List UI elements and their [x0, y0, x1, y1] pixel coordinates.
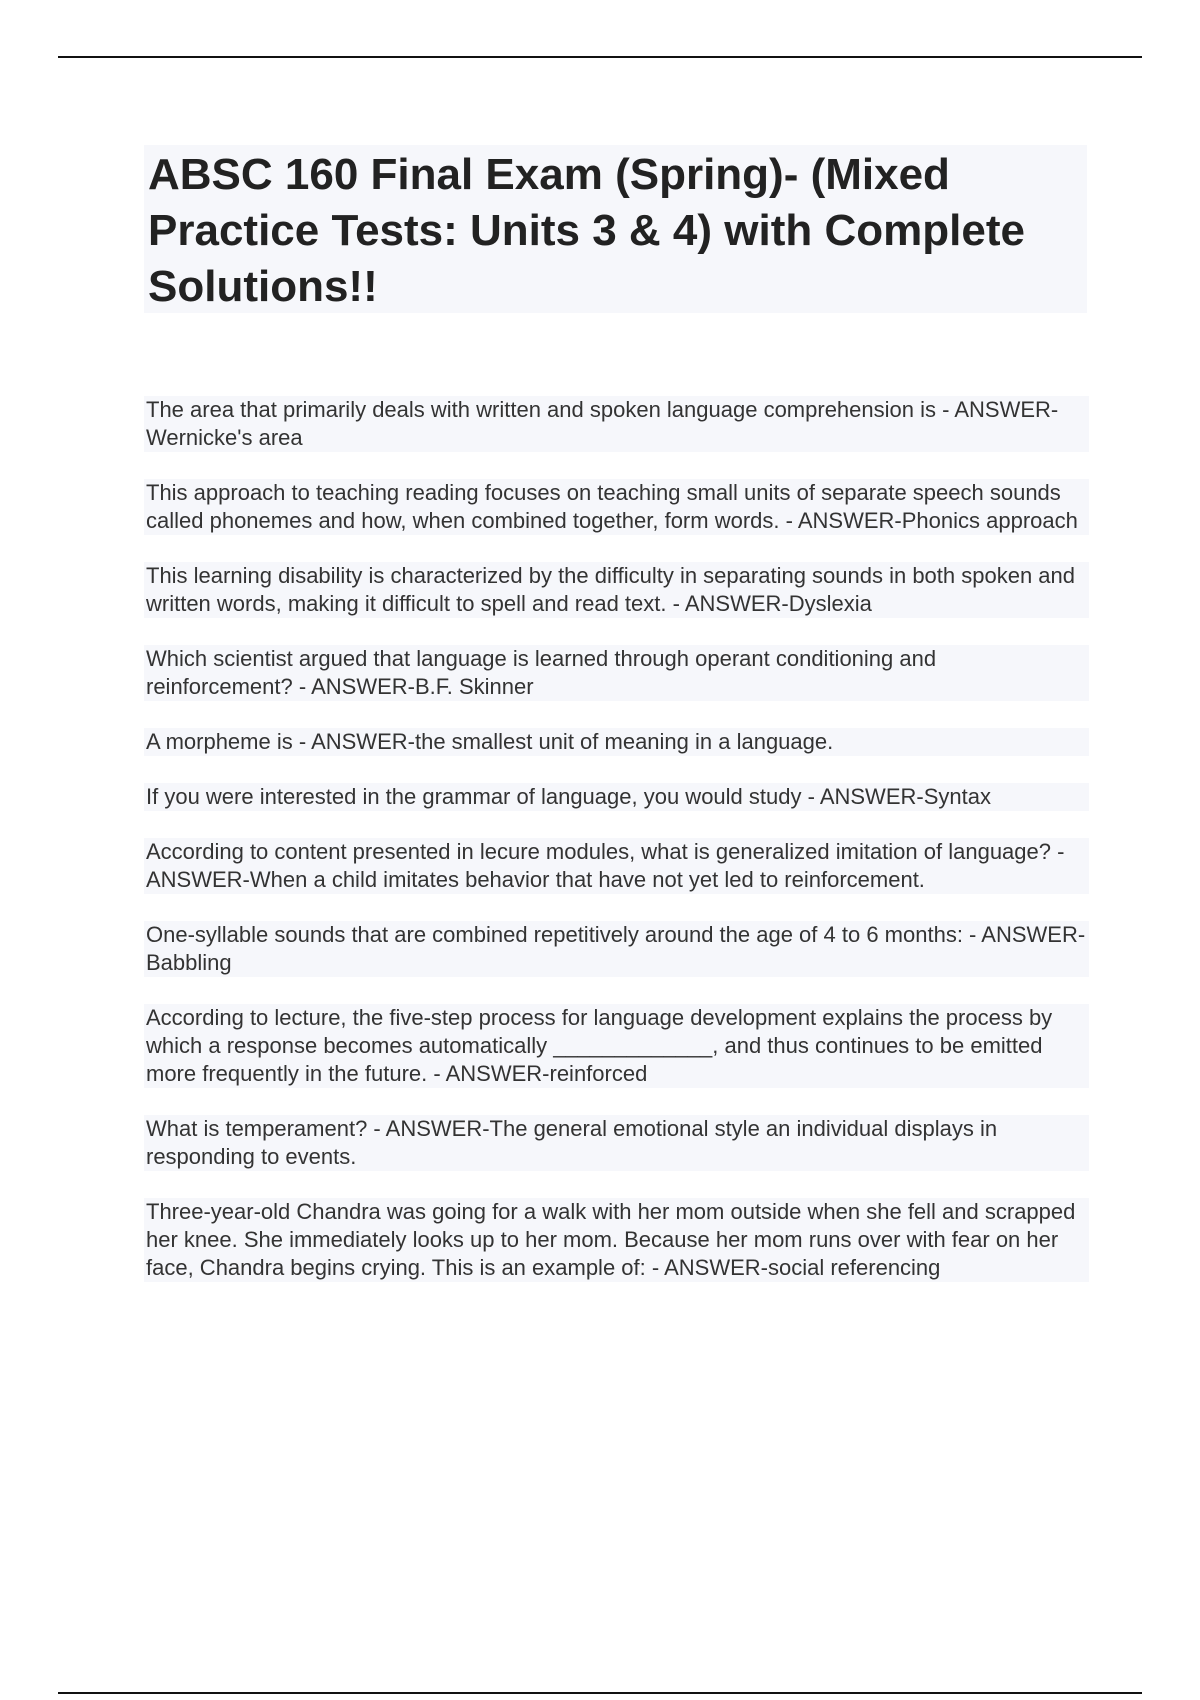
answer-separator: - ANSWER- — [427, 1061, 550, 1086]
qa-item — [144, 783, 1089, 811]
question-text: If you were interested in the grammar of language, you would study — [146, 784, 802, 809]
answer-separator: - ANSWER- — [801, 784, 924, 809]
answer-separator: - ANSWER- — [936, 397, 1059, 422]
qa-item — [144, 1115, 1089, 1171]
qa-item — [144, 728, 1089, 756]
question-text: One-syllable sounds that are combined repetitively around the age of 4 to 6 months: — [146, 922, 963, 947]
document-title: ABSC 160 Final Exam (Spring)- (Mixed Practice Tests: Units 3 & 4) with Complete Solutions!! — [148, 150, 1025, 311]
title-block — [144, 145, 1087, 313]
answer-separator: - ANSWER- — [292, 729, 415, 754]
question-text: What is temperament? — [146, 1116, 368, 1141]
answer-text: social referencing — [767, 1255, 941, 1280]
question-text: According to lecture, the five-step process for language development explains the process by which a response becomes automatically _____________, and thus continues to be emitted more frequently in the future. — [146, 1005, 1053, 1086]
answer-separator: - ANSWER- — [962, 922, 1086, 947]
qa-item — [144, 1004, 1089, 1088]
answer-text: When a child imitates behavior that have not yet led to reinforcement. — [249, 867, 925, 892]
qa-item — [144, 1198, 1089, 1282]
answer-text: B.F. Skinner — [414, 674, 534, 699]
answer-separator: - ANSWER- — [645, 1255, 768, 1280]
answer-separator: - ANSWER- — [146, 839, 1065, 892]
qa-list — [144, 396, 1089, 1309]
answer-separator: - ANSWER- — [367, 1116, 490, 1141]
qa-item — [144, 562, 1089, 618]
qa-item — [144, 921, 1089, 977]
answer-text: The general emotional style an individual displays in responding to events. — [146, 1116, 998, 1169]
question-text: A morpheme is — [146, 729, 293, 754]
answer-text: Babbling — [146, 950, 232, 975]
question-text: Three-year-old Chandra was going for a walk with her mom outside when she fell and scrapped her knee. She immediately looks up to her mom. Because her mom runs over with fear on her face, Chandra begins crying. This is an example of: — [146, 1199, 1076, 1280]
question-text: Which scientist argued that language is learned through operant conditioning and reinforcement? — [146, 646, 937, 699]
question-text: This learning disability is characterized by the difficulty in separating sounds in both spoken and written words, making it difficult to spell and read text. — [146, 563, 1076, 616]
qa-item — [144, 838, 1089, 894]
answer-separator: - ANSWER- — [666, 591, 789, 616]
answer-separator: - ANSWER- — [779, 508, 902, 533]
qa-item — [144, 645, 1089, 701]
bottom-divider — [58, 1692, 1142, 1694]
question-text: According to content presented in lecure modules, what is generalized imitation of language? — [146, 839, 1051, 864]
answer-text: reinforced — [549, 1061, 648, 1086]
answer-text: Syntax — [923, 784, 991, 809]
answer-text: Phonics approach — [901, 508, 1078, 533]
question-text: This approach to teaching reading focuses on teaching small units of separate speech sounds called phonemes and how, when combined together, form words. — [146, 480, 1061, 533]
question-text: The area that primarily deals with written and spoken language comprehension is — [146, 397, 936, 422]
qa-item — [144, 396, 1089, 452]
answer-text: the smallest unit of meaning in a language. — [414, 729, 834, 754]
answer-separator: - ANSWER- — [292, 674, 415, 699]
top-divider — [58, 56, 1142, 58]
answer-text: Wernicke's area — [146, 425, 303, 450]
answer-text: Dyslexia — [788, 591, 872, 616]
qa-item — [144, 479, 1089, 535]
